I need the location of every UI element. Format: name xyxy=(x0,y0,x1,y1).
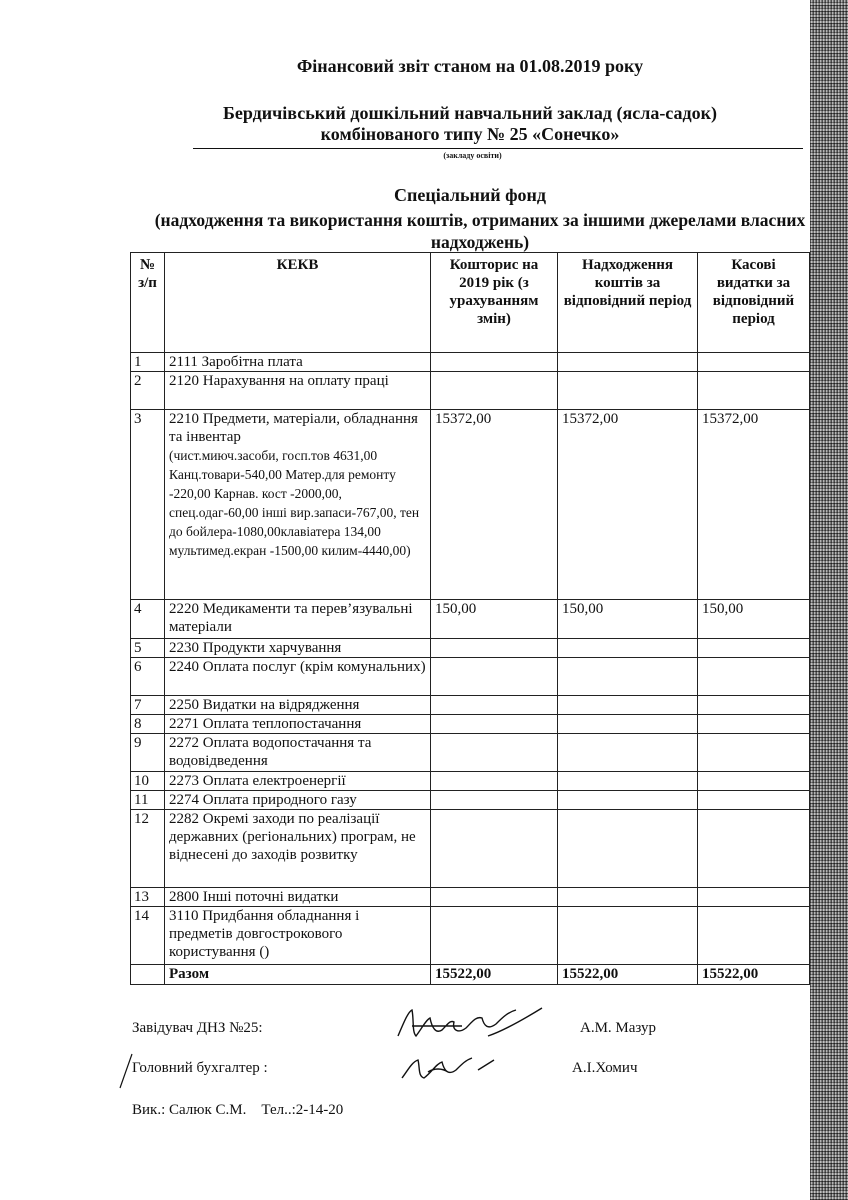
row-num: 5 xyxy=(131,639,165,658)
row-kekv: 2220 Медикаменти та перев’язувальні матеріали xyxy=(165,600,431,639)
row-expenses xyxy=(698,734,810,772)
row-kekv: 2240 Оплата послуг (крім комунальних) xyxy=(165,658,431,696)
row-expenses xyxy=(698,353,810,372)
document-title: Фінансовий звіт станом на 01.08.2019 року xyxy=(296,56,644,76)
row-estimate xyxy=(431,658,558,696)
scan-edge-noise xyxy=(810,0,848,1200)
row-estimate xyxy=(431,372,558,410)
row-expenses: 15372,00 xyxy=(698,410,810,600)
table-row xyxy=(131,772,810,791)
row-num: 10 xyxy=(131,772,165,791)
row-num: 2 xyxy=(131,372,165,410)
row-kekv: 3110 Придбання обладнання і предметів довгострокового користування () xyxy=(165,907,431,965)
row-estimate xyxy=(431,907,558,965)
director-signature xyxy=(392,1002,552,1048)
executor: Вик.: Салюк С.М. xyxy=(132,1102,247,1118)
table-row xyxy=(131,353,810,372)
row-estimate xyxy=(431,810,558,888)
total-receipts: 15522,00 xyxy=(558,965,698,985)
row-expenses xyxy=(698,810,810,888)
row-estimate xyxy=(431,734,558,772)
director-title: Завідувач ДНЗ №25: xyxy=(132,1020,263,1036)
header-expenses: Касові видатки за відповідний період xyxy=(698,253,810,353)
row-estimate: 15372,00 xyxy=(431,410,558,600)
row-receipts xyxy=(558,772,698,791)
accountant-signature xyxy=(398,1048,508,1088)
total-estimate: 15522,00 xyxy=(431,965,558,985)
row-kekv: 2210 Предмети, матеріали, обладнання та інвентар xyxy=(169,411,418,445)
row-receipts xyxy=(558,907,698,965)
organization-underline xyxy=(193,148,803,149)
accountant-name: А.І.Хомич xyxy=(572,1060,638,1076)
row-num: 9 xyxy=(131,734,165,772)
row-estimate: 150,00 xyxy=(431,600,558,639)
row-estimate xyxy=(431,772,558,791)
director-name: А.М. Мазур xyxy=(580,1020,657,1036)
table-row xyxy=(131,696,810,715)
organization-name-line1: Бердичівський дошкільний навчальний заклад (ясла-садок) xyxy=(222,103,717,123)
row-num: 1 xyxy=(131,353,165,372)
row-num: 13 xyxy=(131,888,165,907)
row-num: 14 xyxy=(131,907,165,965)
header-estimate: Кошторис на 2019 рік (з урахуванням змін) xyxy=(431,253,558,353)
row-kekv: 2272 Оплата водопостачання та водовідведення xyxy=(165,734,431,772)
row-receipts: 15372,00 xyxy=(558,410,698,600)
row-estimate xyxy=(431,888,558,907)
row-expenses xyxy=(698,907,810,965)
row-receipts xyxy=(558,888,698,907)
row-expenses xyxy=(698,772,810,791)
row-expenses xyxy=(698,715,810,734)
fund-title: Спеціальний фонд xyxy=(393,185,547,205)
table-header-row xyxy=(131,253,810,353)
row-receipts xyxy=(558,372,698,410)
row-num: 6 xyxy=(131,658,165,696)
row-kekv-cell xyxy=(165,410,431,600)
organization-caption: (закладу освіти) xyxy=(443,151,502,160)
row-expenses xyxy=(698,639,810,658)
row-receipts xyxy=(558,791,698,810)
row-receipts xyxy=(558,810,698,888)
table-row xyxy=(131,639,810,658)
header-num: № з/п xyxy=(131,253,165,353)
row-num: 8 xyxy=(131,715,165,734)
row-estimate xyxy=(431,791,558,810)
row-kekv: 2111 Заробітна плата xyxy=(165,353,431,372)
table-row xyxy=(131,372,810,410)
row-receipts xyxy=(558,696,698,715)
fund-subtitle: (надходження та використання коштів, отриманих за іншими джерелами власних надходжень) xyxy=(154,210,806,252)
row-num: 7 xyxy=(131,696,165,715)
organization-name-line2: комбінованого типу № 25 «Сонечко» xyxy=(320,124,620,144)
row-receipts xyxy=(558,658,698,696)
row-receipts xyxy=(558,639,698,658)
row-kekv: 2230 Продукти харчування xyxy=(165,639,431,658)
row-num: 4 xyxy=(131,600,165,639)
total-num xyxy=(131,965,165,985)
row-estimate xyxy=(431,715,558,734)
row-receipts xyxy=(558,734,698,772)
row-kekv: 2120 Нарахування на оплату праці xyxy=(165,372,431,410)
row-expenses: 150,00 xyxy=(698,600,810,639)
table-row xyxy=(131,658,810,696)
table-row xyxy=(131,734,810,772)
table-row xyxy=(131,715,810,734)
row-estimate xyxy=(431,353,558,372)
row-kekv: 2274 Оплата природного газу xyxy=(165,791,431,810)
accountant-title: Головний бухгалтер : xyxy=(132,1060,268,1076)
row-receipts xyxy=(558,353,698,372)
row-kekv-note: (чист.миюч.засоби, госп.тов 4631,00 Канц.товари-540,00 Матер.для ремонту -220,00 Карнав. кост -2000,00, спец.одаг-60,00 інші вир.запаси-767,00, тен до бойлера-1080,00клавіатера 134,00 мультимед.екран -1500,00 килим-4440,00) xyxy=(169,448,420,558)
table-row xyxy=(131,791,810,810)
table-row xyxy=(131,600,810,639)
row-num: 11 xyxy=(131,791,165,810)
row-num: 12 xyxy=(131,810,165,888)
row-receipts xyxy=(558,715,698,734)
header-kekv: КЕКВ xyxy=(165,253,431,353)
total-expenses: 15522,00 xyxy=(698,965,810,985)
row-expenses xyxy=(698,658,810,696)
row-kekv: 2800 Інші поточні видатки xyxy=(165,888,431,907)
header-receipts: Надходження коштів за відповідний період xyxy=(558,253,698,353)
row-num: 3 xyxy=(131,410,165,600)
table-row xyxy=(131,810,810,888)
table-row xyxy=(131,888,810,907)
row-expenses xyxy=(698,888,810,907)
table-row xyxy=(131,410,810,600)
row-expenses xyxy=(698,696,810,715)
report-table xyxy=(130,252,810,985)
row-kekv: 2250 Видатки на відрядження xyxy=(165,696,431,715)
footer xyxy=(132,1102,343,1119)
table-total-row xyxy=(131,965,810,985)
total-label: Разом xyxy=(165,965,431,985)
row-kekv: 2282 Окремі заходи по реалізації державних (регіональних) програм, не віднесені до заходів розвитку xyxy=(165,810,431,888)
phone: Тел..:2-14-20 xyxy=(261,1102,344,1118)
row-kekv: 2271 Оплата теплопостачання xyxy=(165,715,431,734)
row-receipts: 150,00 xyxy=(558,600,698,639)
row-expenses xyxy=(698,791,810,810)
table-row xyxy=(131,907,810,965)
row-estimate xyxy=(431,639,558,658)
row-kekv: 2273 Оплата електроенергії xyxy=(165,772,431,791)
row-expenses xyxy=(698,372,810,410)
row-estimate xyxy=(431,696,558,715)
